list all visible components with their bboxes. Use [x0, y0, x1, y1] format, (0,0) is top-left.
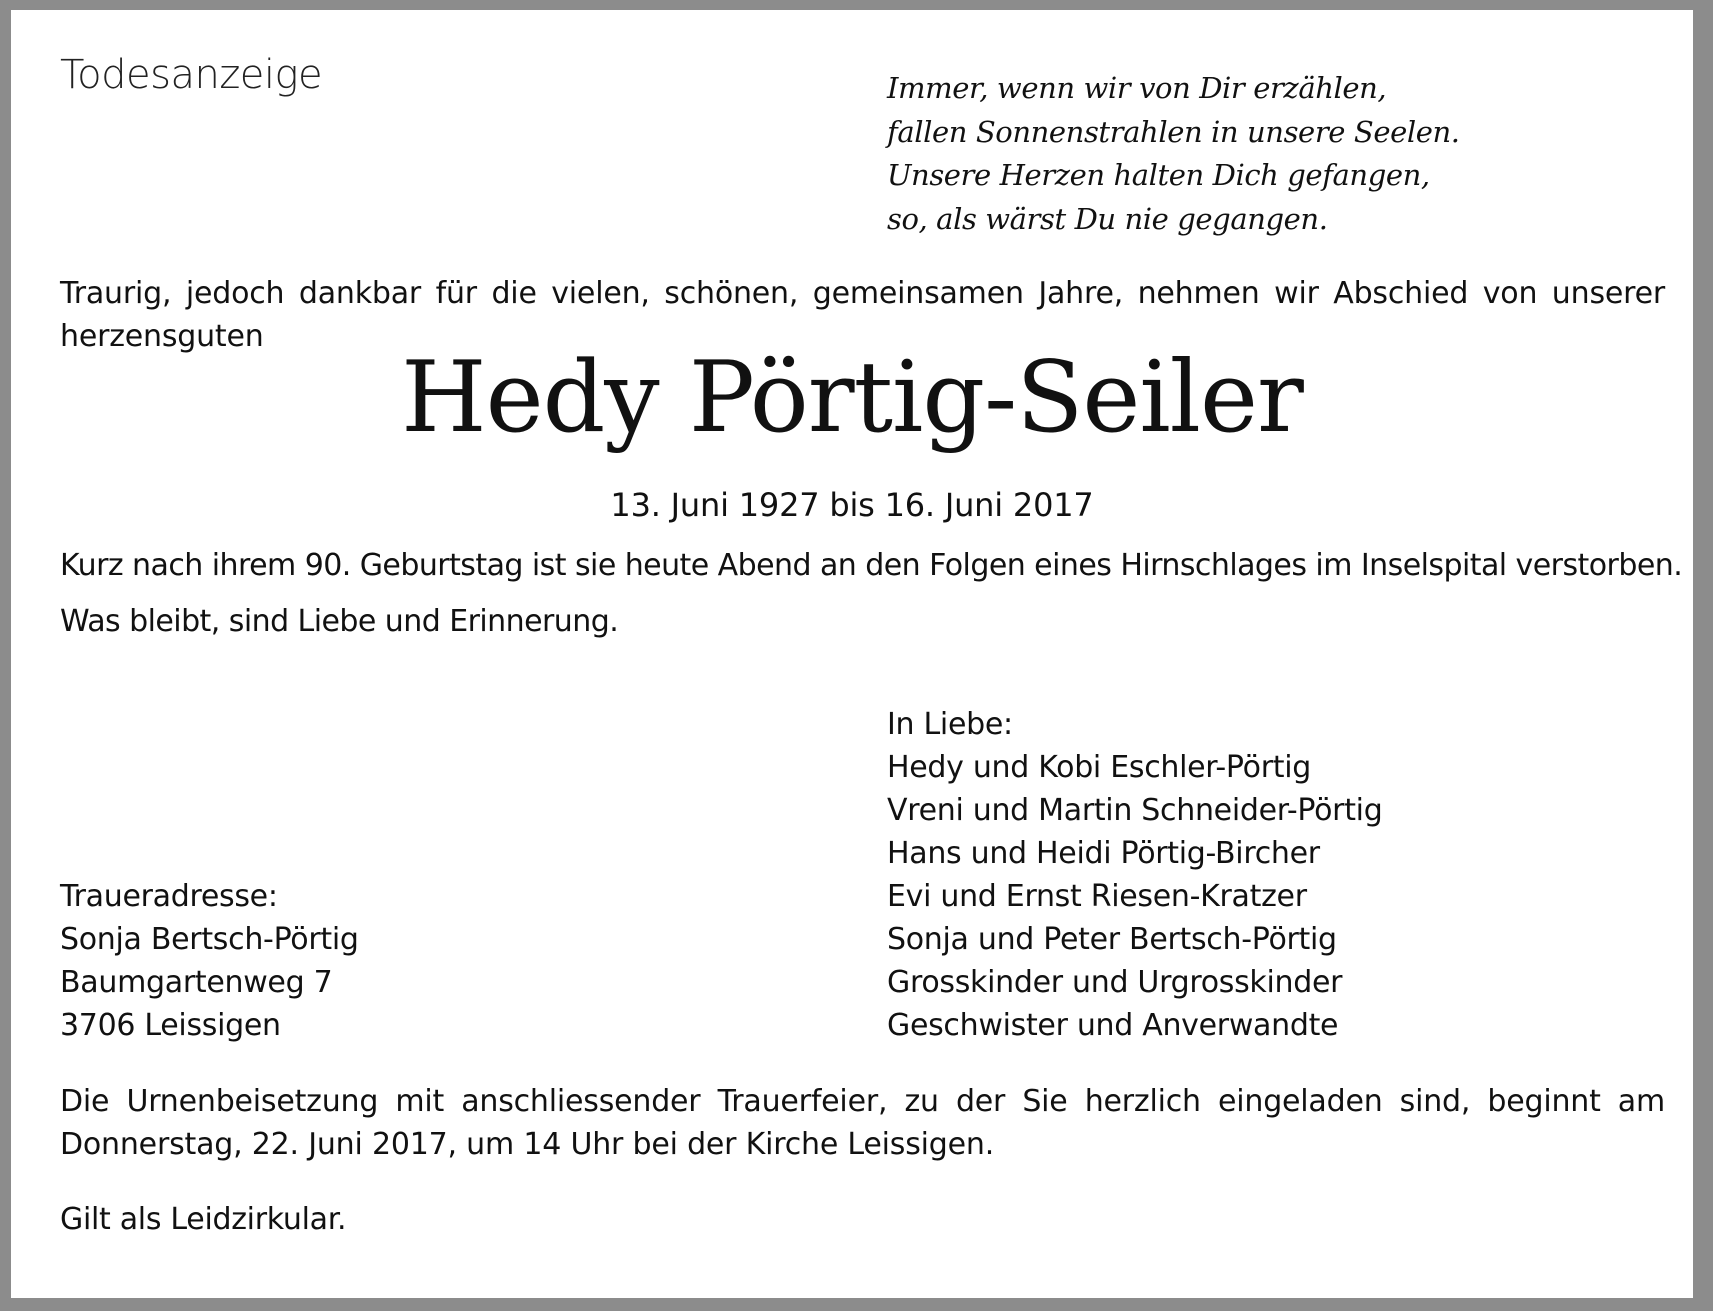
deceased-dates: 13. Juni 1927 bis 16. Juni 2017: [610, 486, 1094, 524]
mourners-list: [887, 703, 1382, 1047]
ceremony-text: Die Urnenbeisetzung mit anschliessender Trauerfeier, zu der Sie herzlich eingeladen sind, beginnt am Donnerstag, 22. Juni 2017, um 14 Uhr bei der Kirche Leissigen.: [60, 1084, 1665, 1162]
poem-line: Unsere Herzen halten Dich gefangen,: [887, 158, 1430, 192]
address-name: Sonja Bertsch-Pörtig: [60, 922, 359, 957]
death-notice-text: Kurz nach ihrem 90. Geburtstag ist sie heute Abend an den Folgen eines Hirnschlages im Inselspital verstorben.: [60, 548, 1683, 583]
address-street: Baumgartenweg 7: [60, 965, 333, 1000]
page-heading: Todesanzeige: [60, 52, 323, 98]
remembrance-text: Was bleibt, sind Liebe und Erinnerung.: [60, 604, 619, 639]
deceased-name: Hedy Pörtig-Seiler: [401, 341, 1303, 455]
mourner-name: Geschwister und Anverwandte: [887, 1008, 1339, 1043]
address-city: 3706 Leissigen: [60, 1008, 281, 1043]
intro-text: Traurig, jedoch dankbar für die vielen, schönen, gemeinsamen Jahre, nehmen wir Abschied von unserer herzensguten: [60, 276, 1665, 354]
poem-line: fallen Sonnenstrahlen in unsere Seelen.: [887, 114, 1460, 149]
mourner-name: Hans und Heidi Pörtig-Bircher: [887, 836, 1320, 871]
mourner-name: Sonja und Peter Bertsch-Pörtig: [887, 922, 1337, 957]
mourners-title: In Liebe:: [887, 707, 1013, 742]
poem-line: so, als wärst Du nie gegangen.: [887, 201, 1328, 236]
address-label: Traueradresse:: [60, 879, 278, 914]
poem-line: Immer, wenn wir von Dir erzählen,: [887, 71, 1387, 105]
closing-text: Gilt als Leidzirkular.: [60, 1202, 347, 1237]
mourner-name: Hedy und Kobi Eschler-Pörtig: [887, 750, 1311, 785]
obituary-page: [11, 10, 1693, 1298]
poem: [887, 67, 1460, 241]
mourner-name: Evi und Ernst Riesen-Kratzer: [887, 879, 1307, 914]
mourner-name: Grosskinder und Urgrosskinder: [887, 965, 1343, 1000]
mourner-name: Vreni und Martin Schneider-Pörtig: [887, 793, 1383, 828]
mourning-address: [60, 875, 359, 1047]
